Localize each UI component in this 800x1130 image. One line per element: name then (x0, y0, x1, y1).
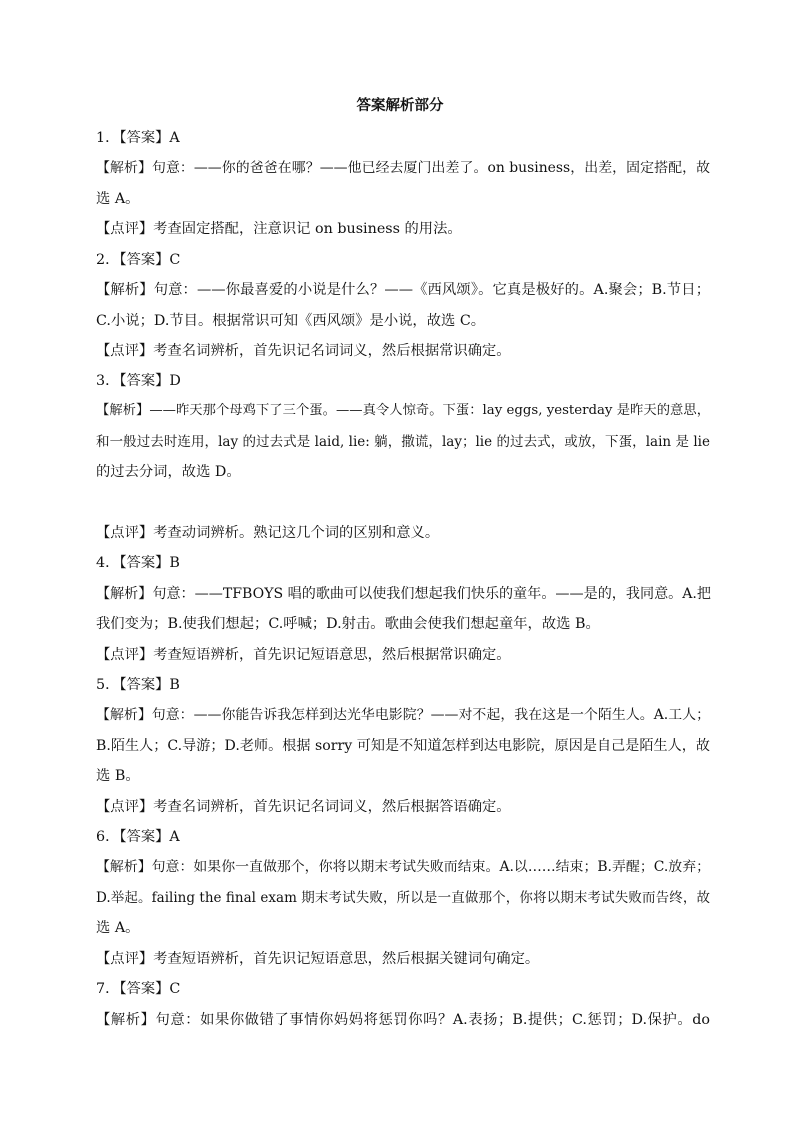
question-4-analysis-cont: 我们变为；B.使我们想起；C.呼喊；D.射击。歌曲会使我们想起童年，故选 B。 (96, 616, 600, 632)
question-3-comment: 【点评】考查动词辨析。熟记这几个词的区别和意义。 (96, 525, 440, 541)
question-2-answer: 2．【答案】C (96, 252, 181, 268)
question-2-analysis: 【解析】句意：——你最喜爱的小说是什么？——《西风颂》。它真是极好的。A.聚会；B.节日； (96, 282, 710, 298)
question-7-analysis: 【解析】句意：如果你做错了事情你妈妈将惩罚你吗？A.表扬；B.提供；C.惩罚；D.保护。do (96, 1012, 710, 1028)
question-3-answer: 3．【答案】D (96, 373, 181, 389)
question-1-analysis: 【解析】句意：——你的爸爸在哪？——他已经去厦门出差了。on business，出差，固定搭配，故 (96, 160, 710, 176)
question-6-analysis-end: 选 A。 (96, 920, 140, 936)
question-5-comment: 【点评】考查名词辨析，首先识记名词词义，然后根据答语确定。 (96, 799, 511, 815)
question-7-answer: 7．【答案】C (96, 981, 181, 997)
page-title: 答案解析部分 (356, 97, 444, 114)
question-6-comment: 【点评】考查短语辨析，首先识记短语意思，然后根据关键词句确定。 (96, 951, 540, 967)
question-5-analysis-cont: B.陌生人；C.导游；D.老师。根据 sorry 可知是不知道怎样到达电影院，原因是自己是陌生人，故 (96, 738, 710, 754)
question-6-answer: 6．【答案】A (96, 829, 180, 845)
question-3-analysis-cont: 和一般过去时连用，lay 的过去式是 laid, lie: 躺，撒谎，lay；lie 的过去式，或放，下蛋，lain 是 lie (96, 434, 710, 450)
question-4-comment: 【点评】考查短语辨析，首先识记短语意思，然后根据常识确定。 (96, 647, 511, 663)
question-5-answer: 5．【答案】B (96, 677, 180, 693)
question-4-answer: 4．【答案】B (96, 555, 180, 571)
question-6-analysis-cont: D.举起。failing the final exam 期末考试失败，所以是一直做那个，你将以期末考试失败而告终，故 (96, 890, 710, 906)
question-1-analysis-cont: 选 A。 (96, 191, 140, 207)
question-5-analysis-end: 选 B。 (96, 768, 140, 784)
question-1-answer: 1．【答案】A (96, 130, 180, 146)
question-2-comment: 【点评】考查名词辨析，首先识记名词词义，然后根据常识确定。 (96, 343, 511, 359)
question-3-analysis: 【解析】——昨天那个母鸡下了三个蛋。——真令人惊奇。下蛋：lay eggs, yesterday 是昨天的意思， (96, 403, 710, 418)
question-3-analysis-end: 的过去分词，故选 D。 (96, 464, 241, 480)
question-5-analysis: 【解析】句意：——你能告诉我怎样到达光华电影院？——对不起，我在这是一个陌生人。A.工人； (96, 707, 710, 723)
question-4-analysis: 【解析】句意：——TFBOYS 唱的歌曲可以使我们想起我们快乐的童年。——是的，我同意。A.把 (96, 586, 712, 602)
question-2-analysis-cont: C.小说；D.节目。根据常识可知《西风颂》是小说，故选 C。 (96, 313, 486, 329)
question-1-comment: 【点评】考查固定搭配，注意识记 on business 的用法。 (96, 221, 462, 237)
question-6-analysis: 【解析】句意：如果你一直做那个，你将以期末考试失败而结束。A.以……结束；B.弄醒；C.放弃； (96, 859, 710, 875)
